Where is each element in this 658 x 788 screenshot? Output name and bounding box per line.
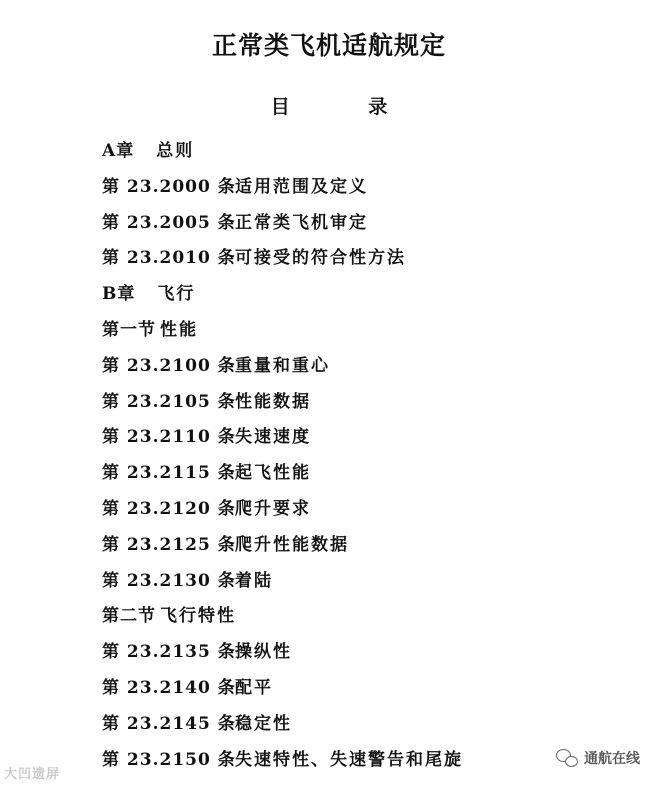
toc-entry-number: 第 23.2115 条 [102, 463, 236, 484]
watermark-right-label: 通航在线 [584, 751, 640, 767]
toc-chapter-entry [102, 277, 622, 313]
toc-entry-title: 飞行 [157, 284, 196, 305]
toc-entry-title: 适用范围及定义 [235, 176, 368, 197]
toc-entry-title: 重量和重心 [235, 355, 330, 376]
toc-clause-entry [102, 385, 622, 421]
toc-entry-number: 第 23.2120 条 [102, 498, 236, 519]
toc-entry-number: 第 23.2010 条 [102, 248, 236, 269]
toc-entry-title: 操纵性 [235, 642, 292, 663]
toc-entry-number: 第 23.2140 条 [102, 677, 236, 698]
toc-entry-title: 着陆 [235, 570, 273, 591]
toc-entry-title: 稳定性 [235, 713, 292, 734]
table-of-contents [102, 134, 622, 778]
toc-entry-title: 正常类飞机审定 [235, 212, 368, 233]
toc-section-entry [102, 313, 622, 349]
toc-entry-title: 起飞性能 [235, 463, 311, 484]
toc-clause-entry [102, 707, 622, 743]
toc-clause-entry [102, 170, 622, 206]
toc-clause-entry [102, 671, 622, 707]
toc-clause-entry [102, 528, 622, 564]
toc-clause-entry [102, 743, 622, 779]
toc-entry-title: 失速特性、失速警告和尾旋 [235, 749, 463, 770]
toc-entry-number: 第 23.2130 条 [102, 570, 236, 591]
toc-entry-number: 第 23.2135 条 [102, 642, 236, 663]
toc-heading: 目 录 [270, 96, 424, 118]
toc-clause-entry [102, 492, 622, 528]
toc-entry-number: 第 23.2000 条 [102, 176, 236, 197]
toc-entry-number: B章 [102, 284, 136, 305]
toc-clause-entry [102, 456, 622, 492]
toc-entry-title: 性能 [160, 319, 198, 340]
toc-clause-entry [102, 241, 622, 277]
toc-clause-entry [102, 564, 622, 600]
document-title: 正常类飞机适航规定 [211, 31, 446, 60]
toc-chapter-entry [102, 134, 622, 170]
toc-entry-title: 失速速度 [235, 427, 311, 448]
watermark-right [556, 748, 640, 768]
toc-clause-entry [102, 420, 622, 456]
toc-entry-number: 第 23.2150 条 [102, 749, 236, 770]
toc-entry-number: A章 [102, 141, 135, 161]
toc-entry-number: 第 23.2145 条 [102, 713, 236, 734]
wechat-icon [556, 749, 578, 767]
toc-clause-entry [102, 206, 622, 242]
toc-entry-title: 爬升性能数据 [235, 534, 349, 555]
toc-entry-title: 总则 [156, 141, 195, 161]
toc-entry-number: 第二节 [102, 606, 156, 627]
toc-entry-title: 爬升要求 [235, 498, 311, 519]
toc-entry-title: 配平 [235, 677, 273, 698]
toc-entry-title: 飞行特性 [160, 606, 236, 627]
toc-entry-number: 第 23.2100 条 [102, 355, 236, 376]
toc-entry-number: 第 23.2125 条 [102, 534, 236, 555]
toc-entry-number: 第 23.2110 条 [102, 427, 236, 448]
toc-clause-entry [102, 635, 622, 671]
toc-entry-number: 第 23.2005 条 [102, 212, 236, 233]
toc-entry-number: 第 23.2105 条 [102, 391, 236, 412]
toc-entry-title: 可接受的符合性方法 [235, 248, 406, 269]
toc-clause-entry [102, 349, 622, 385]
watermark-left: 大凹遗屏 [4, 767, 61, 782]
toc-entry-title: 性能数据 [235, 391, 311, 412]
toc-entry-number: 第一节 [102, 319, 156, 340]
toc-section-entry [102, 599, 622, 635]
